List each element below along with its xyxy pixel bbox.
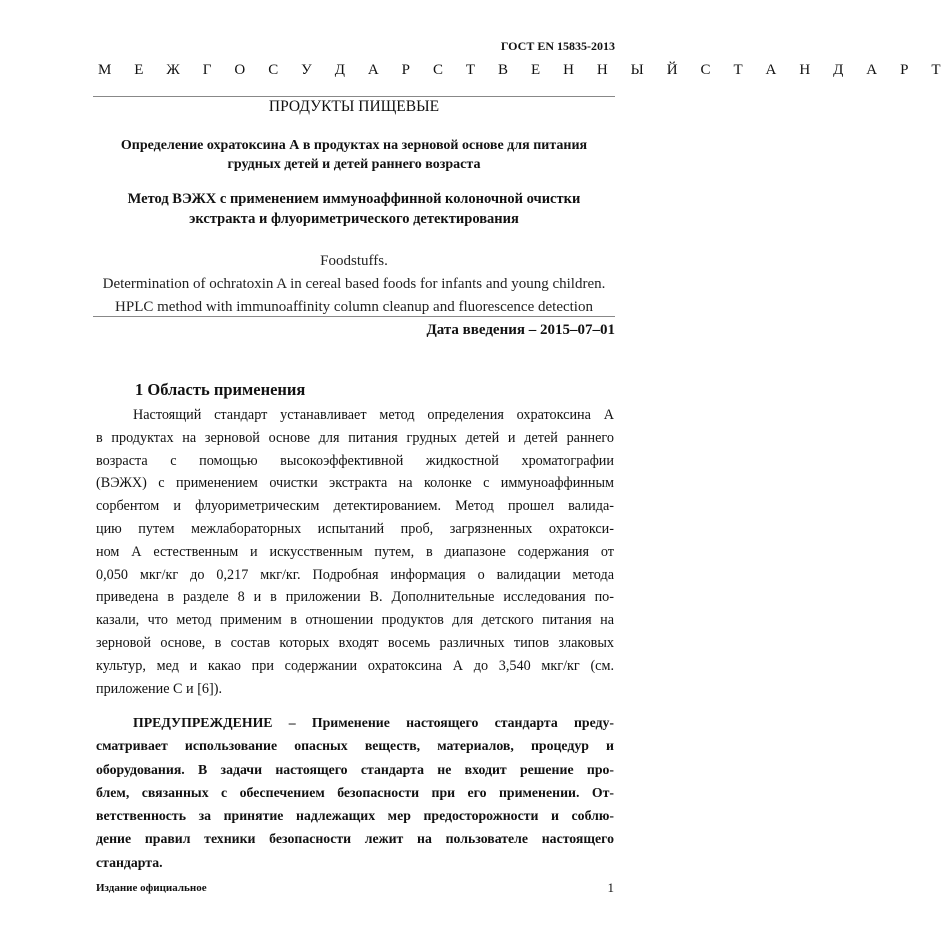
warning-paragraph — [96, 711, 614, 874]
warning-line: оборудования. В задачи настоящего стандарта не входит решение про- — [96, 761, 614, 777]
subtitle-method — [93, 189, 615, 229]
subtitle2-line-2: экстракта и флуориметрического детектирования — [189, 211, 519, 227]
subtitle2-line-1: Метод ВЭЖХ с применением иммуноаффинной колоночной очистки — [127, 191, 581, 207]
warning-line: дение правил техники безопасности лежит на пользователе настоящего — [96, 831, 614, 847]
paragraph-line: приведена в разделе 8 и в приложении В. Дополнительные исследования по- — [96, 589, 614, 606]
subtitle1-line-1: Определение охратоксина А в продуктах на зерновой основе для питания — [120, 138, 588, 153]
paragraph-line: сорбентом и флуориметрическим детектированием. Метод прошел валида- — [96, 498, 614, 515]
introduction-date: Дата введения – 2015–07–01 — [426, 322, 615, 338]
top-divider — [93, 96, 615, 97]
english-title — [93, 250, 615, 319]
paragraph-line: в продуктах на зерновой основе для питания грудных детей и детей раннего — [96, 429, 614, 446]
bottom-divider — [93, 316, 615, 317]
paragraph-line: (ВЭЖХ) с применением очистки экстракта на колонке с иммуноаффинным — [96, 475, 614, 492]
page-title: ПРОДУКТЫ ПИЩЕВЫЕ — [268, 98, 440, 115]
english-line-1: Foodstuffs. — [320, 253, 388, 269]
warning-line: стандарта. — [96, 854, 163, 870]
paragraph-line: казали, что метод применим в отношении продуктов для детского питания на — [96, 612, 614, 629]
document-code: ГОСТ EN 15835-2013 — [500, 39, 615, 53]
subtitle1-line-2: грудных детей и детей раннего возраста — [227, 157, 481, 172]
page-number: 1 — [607, 880, 614, 895]
paragraph-line: цию путем межлабораторных испытаний проб, загрязненных охратокси- — [96, 520, 614, 537]
subtitle-determination — [93, 136, 615, 174]
paragraph-line: Настоящий стандарт устанавливает метод определения охратоксина А — [133, 407, 614, 423]
paragraph-line: возраста с помощью высокоэффективной жидкостной хроматографии — [96, 452, 614, 469]
scope-paragraph — [96, 404, 614, 700]
paragraph-line: зерновой основе, в состав которых входят восемь различных типов злаковых — [96, 634, 614, 651]
official-edition-label: Издание официальное — [96, 882, 207, 894]
warning-line: блем, связанных с обеспечением безопасности при его применении. От- — [96, 784, 614, 800]
paragraph-line: культур, мед и какао при содержании охратоксина А до 3,540 мкг/кг (см. — [96, 657, 614, 674]
interstate-standard-heading: М Е Ж Г О С У Д А Р С Т В Е Н Н Ы Й С Т А Н Д А Р Т — [98, 62, 950, 78]
warning-line: ПРЕДУПРЕЖДЕНИЕ – Применение настоящего стандарта преду- — [133, 715, 614, 730]
english-line-2: Determination of ochratoxin A in cereal based foods for infants and young children. — [102, 276, 606, 292]
section-heading: 1 Область применения — [135, 380, 306, 399]
paragraph-line: 0,050 мкг/кг до 0,217 мкг/кг. Подробная информация о валидации метода — [96, 566, 614, 583]
warning-line: сматривает использование опасных веществ, материалов, процедур и — [96, 738, 614, 754]
english-line-3: HPLC method with immunoaffinity column cleanup and fluorescence detection — [115, 299, 593, 315]
warning-line: ветственность за принятие надлежащих мер предосторожности и соблю- — [96, 808, 614, 824]
paragraph-line: приложение С и [6]). — [96, 680, 223, 697]
paragraph-line: ном А естественным и искусственным путем, в диапазоне содержания от — [96, 543, 614, 560]
